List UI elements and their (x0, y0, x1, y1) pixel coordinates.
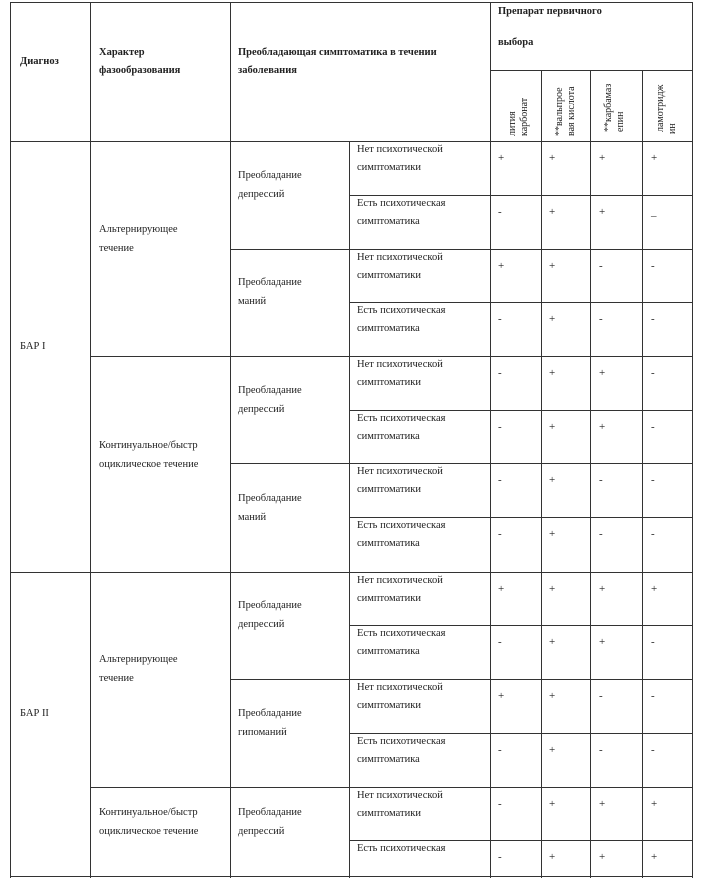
mark-row-7-drug-3: - (599, 474, 603, 486)
mark-row-3-drug-2: + (549, 260, 556, 272)
course-4-line1: Континуальное/быстр (99, 807, 198, 818)
mark-row-2-drug-2: + (549, 206, 556, 218)
mark-row-1-drug-4: + (651, 152, 658, 164)
mark-row-7-drug-4: - (651, 474, 655, 486)
mark-row-5-drug-2: + (549, 367, 556, 379)
mark-row-3-drug-1: + (498, 260, 505, 272)
course-3-line1: Альтернирующее (99, 654, 178, 665)
drug-3-line2: епин (615, 111, 626, 132)
mark-row-13-drug-3: + (599, 798, 606, 810)
mark-row-12-drug-2: + (549, 744, 556, 756)
symptom-row-10-line2: симптоматика (357, 646, 420, 657)
mark-row-2-drug-1: - (498, 206, 502, 218)
symptom-row-9-line2: симптоматики (357, 593, 421, 604)
symptom-row-4-line1: Есть психотическая (357, 305, 446, 316)
mark-row-9-drug-4: + (651, 583, 658, 595)
mark-row-1-drug-1: + (498, 152, 505, 164)
symptom-row-12-line1: Есть психотическая (357, 736, 446, 747)
mark-row-13-drug-2: + (549, 798, 556, 810)
mark-row-12-drug-1: - (498, 744, 502, 756)
predominance-3-line1: Преобладание (238, 385, 302, 396)
symptom-row-5-line2: симптоматики (357, 377, 421, 388)
mark-row-7-drug-1: - (498, 474, 502, 486)
mark-row-14-drug-3: + (599, 851, 606, 863)
symptom-row-13-line2: симптоматики (357, 808, 421, 819)
header-phase-line1: Характер (99, 47, 145, 58)
drug-1-line1: лития (507, 111, 518, 136)
mark-row-9-drug-2: + (549, 583, 556, 595)
mark-row-14-drug-4: + (651, 851, 658, 863)
mark-row-8-drug-4: - (651, 528, 655, 540)
mark-row-9-drug-1: + (498, 583, 505, 595)
header-drug-line2: выбора (498, 37, 534, 48)
predominance-5-line1: Преобладание (238, 600, 302, 611)
symptom-row-1-line1: Нет психотической (357, 144, 443, 155)
mark-row-2-drug-3: + (599, 206, 606, 218)
mark-row-12-drug-3: - (599, 744, 603, 756)
mark-row-1-drug-3: + (599, 152, 606, 164)
header-phase-line2: фазообразования (99, 65, 181, 76)
course-2-line1: Континуальное/быстр (99, 440, 198, 451)
mark-row-1-drug-2: + (549, 152, 556, 164)
predominance-5-line2: депрессий (238, 619, 285, 630)
predominance-4-line2: маний (238, 512, 267, 523)
mark-row-7-drug-2: + (549, 474, 556, 486)
predominance-1-line1: Преобладание (238, 170, 302, 181)
symptom-row-2-line2: симптоматика (357, 216, 420, 227)
symptom-row-8-line2: симптоматика (357, 538, 420, 549)
symptom-row-7-line1: Нет психотической (357, 466, 443, 477)
diagnosis-bar2: БАР II (20, 708, 49, 719)
predominance-2-line1: Преобладание (238, 277, 302, 288)
symptom-row-4-line2: симптоматика (357, 323, 420, 334)
symptom-row-14-line1: Есть психотическая (357, 843, 446, 854)
symptom-row-2-line1: Есть психотическая (357, 198, 446, 209)
predominance-1-line2: депрессий (238, 189, 285, 200)
mark-row-6-drug-1: - (498, 421, 502, 433)
symptom-row-9-line1: Нет психотической (357, 575, 443, 586)
course-1-line2: течение (99, 243, 134, 254)
mark-row-10-drug-1: - (498, 636, 502, 648)
mark-row-9-drug-3: + (599, 583, 606, 595)
mark-row-4-drug-2: + (549, 313, 556, 325)
drug-4-line1: ламотридж (655, 84, 666, 132)
drug-3-line1: **карбамаз (603, 83, 614, 132)
mark-row-2-drug-4: _ (651, 206, 657, 218)
mark-row-10-drug-4: - (651, 636, 655, 648)
symptom-row-6-line1: Есть психотическая (357, 413, 446, 424)
predominance-7-line1: Преобладание (238, 807, 302, 818)
mark-row-14-drug-1: - (498, 851, 502, 863)
mark-row-10-drug-2: + (549, 636, 556, 648)
mark-row-3-drug-3: - (599, 260, 603, 272)
mark-row-4-drug-3: - (599, 313, 603, 325)
symptom-row-7-line2: симптоматики (357, 484, 421, 495)
symptom-row-12-line2: симптоматика (357, 754, 420, 765)
mark-row-13-drug-1: - (498, 798, 502, 810)
predominance-3-line2: депрессий (238, 404, 285, 415)
mark-row-12-drug-4: - (651, 744, 655, 756)
mark-row-4-drug-1: - (498, 313, 502, 325)
symptom-row-8-line1: Есть психотическая (357, 520, 446, 531)
drug-4-line2: ин (667, 123, 678, 134)
mark-row-8-drug-3: - (599, 528, 603, 540)
mark-row-6-drug-3: + (599, 421, 606, 433)
mark-row-11-drug-2: + (549, 690, 556, 702)
mark-row-13-drug-4: + (651, 798, 658, 810)
mark-row-14-drug-2: + (549, 851, 556, 863)
symptom-row-13-line1: Нет психотической (357, 790, 443, 801)
symptom-row-10-line1: Есть психотическая (357, 628, 446, 639)
mark-row-6-drug-2: + (549, 421, 556, 433)
mark-row-4-drug-4: - (651, 313, 655, 325)
course-1-line1: Альтернирующее (99, 224, 178, 235)
mark-row-10-drug-3: + (599, 636, 606, 648)
header-drug-line1: Препарат первичного (498, 6, 602, 17)
predominance-6-line1: Преобладание (238, 708, 302, 719)
course-3-line2: течение (99, 673, 134, 684)
symptom-row-11-line1: Нет психотической (357, 682, 443, 693)
mark-row-11-drug-4: - (651, 690, 655, 702)
predominance-2-line2: маний (238, 296, 267, 307)
diagnosis-bar1: БАР I (20, 341, 46, 352)
drug-2-line1: **вальпрое (554, 87, 565, 136)
mark-row-8-drug-1: - (498, 528, 502, 540)
symptom-row-6-line2: симптоматика (357, 431, 420, 442)
mark-row-8-drug-2: + (549, 528, 556, 540)
mark-row-11-drug-1: + (498, 690, 505, 702)
symptom-row-5-line1: Нет психотической (357, 359, 443, 370)
predominance-6-line2: гипоманий (238, 727, 287, 738)
mark-row-6-drug-4: - (651, 421, 655, 433)
mark-row-3-drug-4: - (651, 260, 655, 272)
symptom-row-3-line2: симптоматики (357, 270, 421, 281)
course-4-line2: оциклическое течение (99, 826, 199, 837)
header-symptom-line2: заболевания (238, 65, 297, 76)
mark-row-5-drug-4: - (651, 367, 655, 379)
symptom-row-3-line1: Нет психотической (357, 252, 443, 263)
predominance-7-line2: депрессий (238, 826, 285, 837)
symptom-row-1-line2: симптоматики (357, 162, 421, 173)
mark-row-5-drug-3: + (599, 367, 606, 379)
drug-1-line2: карбонат (519, 97, 530, 136)
predominance-4-line1: Преобладание (238, 493, 302, 504)
mark-row-11-drug-3: - (599, 690, 603, 702)
mark-row-5-drug-1: - (498, 367, 502, 379)
course-2-line2: оциклическое течение (99, 459, 199, 470)
header-symptom-line1: Преобладающая симптоматика в течении (238, 47, 437, 58)
symptom-row-11-line2: симптоматики (357, 700, 421, 711)
drug-2-line2: вая кислота (566, 86, 577, 136)
header-diagnosis: Диагноз (20, 56, 59, 67)
